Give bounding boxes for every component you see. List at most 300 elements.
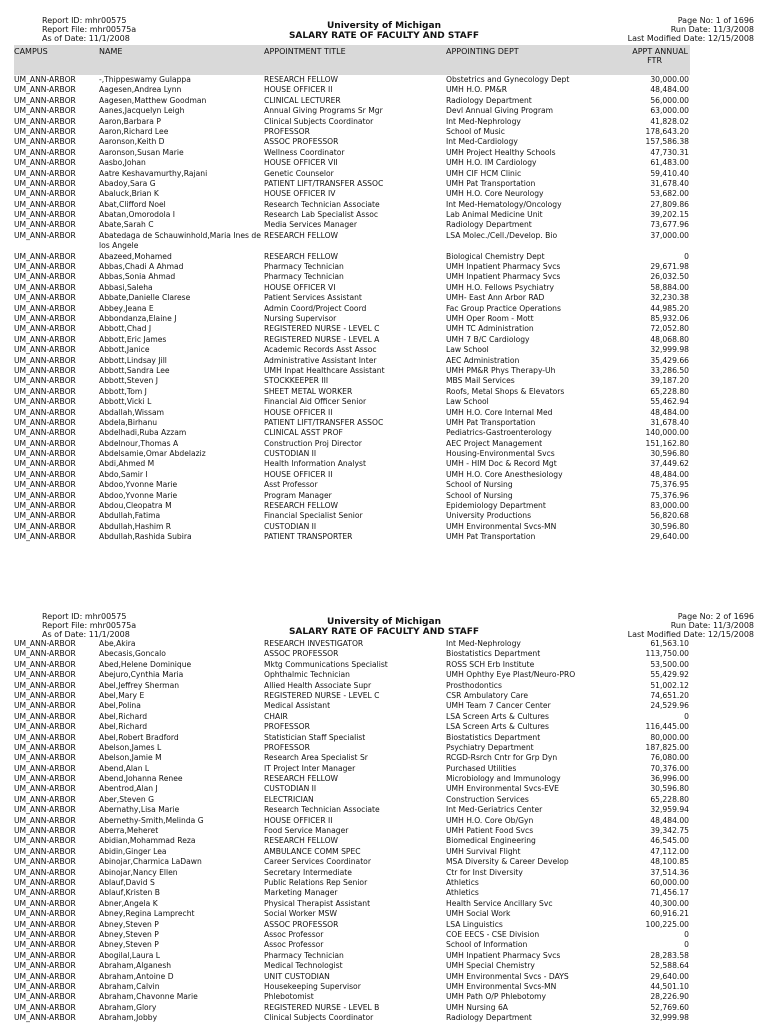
cell-campus: UM_ANN-ARBOR [14,732,76,742]
cell-salary: 0 [684,711,689,721]
cell-dept: Epidemiology Department [446,501,546,511]
table-row [0,847,768,857]
cell-dept: UMH H.O. IM Cardiology [446,158,537,168]
cell-title: PROFESSOR [264,742,310,752]
cell-name: Abdela,Birhanu [99,417,158,427]
cell-campus: UM_ANN-ARBOR [14,480,76,490]
cell-name: Abinojar,Charmica LaDawn [99,857,202,867]
cell-name: Abat,Clifford Noel [99,199,166,209]
cell-campus: UM_ANN-ARBOR [14,469,76,479]
report-id: Report ID: mhr00575 [42,16,127,25]
cell-name: Abbott,Janice [99,345,150,355]
cell-salary: 46,545.00 [650,836,689,846]
cell-title: HOUSE OFFICER VII [264,158,338,168]
cell-name: Abbott,Tom J [99,386,147,396]
col-header-salary-sub: FTR [647,56,662,65]
cell-name: Abinojar,Nancy Ellen [99,867,178,877]
as-of-date: As of Date: 11/1/2008 [42,630,130,639]
cell-campus: UM_ANN-ARBOR [14,417,76,427]
cell-name: Abadoy,Sara G [99,178,156,188]
cell-salary: 157,586.38 [645,137,689,147]
page-number: Page No: 2 of 1696 [677,612,754,621]
cell-campus: UM_ANN-ARBOR [14,282,76,292]
cell-title: Administrative Assistant Inter [264,355,377,365]
cell-name: Abbott,Eric James [99,334,167,344]
last-modified-date: Last Modified Date: 12/15/2008 [627,630,754,639]
table-row [0,408,768,418]
run-date: Run Date: 11/3/2008 [670,621,754,630]
cell-campus: UM_ANN-ARBOR [14,85,76,95]
table-row [0,272,768,282]
cell-name: Abate,Sarah C [99,220,154,230]
cell-dept: Int Med-Cardiology [446,137,518,147]
cell-title: CHAIR [264,711,288,721]
cell-name: Abelson,Jamie M [99,753,162,763]
report-id: Report ID: mhr00575 [42,612,127,621]
cell-title: Wellness Coordinator [264,147,345,157]
cell-salary: 27,809.86 [650,199,689,209]
cell-dept: LSA Molec./Cell./Develop. Bio [446,230,558,240]
cell-salary: 116,445.00 [645,722,689,732]
cell-campus: UM_ANN-ARBOR [14,511,76,521]
cell-campus: UM_ANN-ARBOR [14,126,76,136]
table-row [0,639,768,649]
cell-salary: 47,730.31 [650,147,689,157]
cell-title: REGISTERED NURSE - LEVEL C [264,324,380,334]
cell-title: Assoc Professor [264,929,324,939]
cell-salary: 0 [684,251,689,261]
table-row [0,805,768,815]
cell-name: Abel,Richard [99,711,148,721]
report-page [0,610,768,1023]
table-row [0,795,768,805]
table-row [0,169,768,179]
cell-salary: 32,999.98 [650,345,689,355]
cell-name: Abatan,Omorodola I [99,210,176,220]
cell-name: Abelson,James L [99,742,162,752]
cell-salary: 53,682.00 [650,189,689,199]
cell-salary: 39,202.15 [650,210,689,220]
cell-salary: 44,985.20 [650,303,689,313]
table-row [0,1003,768,1013]
table-row [0,314,768,324]
cell-title: Genetic Counselor [264,168,334,178]
cell-salary: 31,678.40 [650,178,689,188]
cell-name: Abdoo,Yvonne Marie [99,490,178,500]
cell-name: Aaronson,Keith D [99,137,165,147]
cell-campus: UM_ANN-ARBOR [14,919,76,929]
cell-name: Abbondanza,Elaine J [99,314,177,323]
cell-title: Food Service Manager [264,826,349,836]
table-row [0,501,768,511]
cell-dept: Biostatistics Department [446,649,541,659]
cell-campus: UM_ANN-ARBOR [14,711,76,721]
cell-salary: 48,484.00 [650,469,689,479]
cell-campus: UM_ANN-ARBOR [14,272,76,282]
cell-dept: UMH Inpatient Pharmacy Svcs [446,262,561,272]
cell-name: Abidin,Ginger Lea [99,846,167,856]
table-row [0,428,768,438]
cell-title: Research Lab Specialist Assoc [264,210,379,220]
cell-name: Abdelsamie,Omar Abdelaziz [99,449,206,459]
cell-dept: Radiology Department [446,220,532,230]
cell-title: Nursing Supervisor [264,314,337,323]
cell-salary: 56,000.00 [650,95,689,105]
cell-campus: UM_ANN-ARBOR [14,251,76,261]
cell-salary: 51,002.12 [650,680,689,690]
cell-title: Clinical Subjects Coordinator [264,1013,374,1023]
cell-salary: 24,529.96 [650,701,689,711]
cell-salary: 140,000.00 [645,428,689,438]
table-row [0,75,768,85]
cell-title: Research Technician Associate [264,199,380,209]
cell-salary: 74,651.20 [650,690,689,700]
cell-dept: Biomedical Engineering [446,836,536,846]
cell-salary: 48,484.00 [650,407,689,417]
cell-name: Abel,Richard [99,722,148,732]
report-page [0,14,768,542]
cell-title: Financial Specialist Senior [264,511,363,521]
cell-dept: UMH Environmental Svcs-EVE [446,784,559,794]
cell-dept: UMH Project Healthy Schools [446,147,556,157]
cell-name: Abbey,Jeana E [99,303,154,313]
table-row [0,283,768,293]
cell-campus: UM_ANN-ARBOR [14,690,76,700]
cell-title: HOUSE OFFICER II [264,815,333,825]
cell-dept: UMH Nursing 6A [446,1002,508,1012]
cell-name: Abernathy,Lisa Marie [99,805,180,815]
cell-name: Abraham,Calvin [99,981,160,991]
cell-campus: UM_ANN-ARBOR [14,670,76,680]
cell-name: Aasbo,Johan [99,158,146,168]
cell-name: Abbott,Sandra Lee [99,365,170,375]
table-row [0,784,768,794]
cell-salary: 48,484.00 [650,815,689,825]
cell-dept: Law School [446,345,489,355]
cell-dept: UMH TC Administration [446,324,534,334]
cell-campus: UM_ANN-ARBOR [14,334,76,344]
cell-dept: UMH Ophthy Eye Plast/Neuro-PRO [446,670,576,680]
cell-campus: UM_ANN-ARBOR [14,449,76,459]
cell-title: Research Technician Associate [264,805,380,815]
cell-name: Abdelhadi,Ruba Azzam [99,428,187,438]
table-row [0,857,768,867]
cell-campus: UM_ANN-ARBOR [14,815,76,825]
cell-salary: 70,376.00 [650,763,689,773]
cell-salary: 59,410.40 [650,168,689,178]
cell-title: RESEARCH FELLOW [264,501,339,511]
cell-salary: 75,376.95 [650,480,689,490]
cell-campus: UM_ANN-ARBOR [14,365,76,375]
table-row [0,158,768,168]
cell-title: SHEET METAL WORKER [264,386,353,396]
table-row [0,868,768,878]
cell-salary: 60,000.00 [650,877,689,887]
cell-campus: UM_ANN-ARBOR [14,521,76,531]
cell-salary: 83,000.00 [650,501,689,511]
cell-dept: UMH Pat Transportation [446,417,536,427]
cell-title: Public Relations Rep Senior [264,877,368,887]
cell-campus: UM_ANN-ARBOR [14,75,76,84]
cell-campus: UM_ANN-ARBOR [14,971,76,981]
cell-name: Abney,Steven P [99,929,159,939]
cell-title: Medical Technologist [264,961,343,971]
cell-salary: 113,750.00 [645,649,689,659]
cell-salary: 30,596.80 [650,784,689,794]
cell-salary: 30,596.80 [650,449,689,459]
cell-campus: UM_ANN-ARBOR [14,106,76,116]
table-row [0,376,768,386]
cell-dept: Int Med-Nephrology [446,639,521,648]
cell-campus: UM_ANN-ARBOR [14,826,76,836]
cell-dept: UMH Social Work [446,909,511,919]
cell-dept: Lab Animal Medicine Unit [446,210,543,220]
cell-name: Ablauf,Kristen B [99,888,160,898]
cell-title: Ophthalmic Technician [264,670,350,680]
cell-dept: Biostatistics Department [446,732,541,742]
cell-name: Abel,Mary E [99,690,145,700]
cell-name: Abernethy-Smith,Melinda G [99,815,204,825]
cell-title: Asst Professor [264,480,318,490]
cell-title: ELECTRICIAN [264,794,314,804]
cell-salary: 36,996.00 [650,774,689,784]
cell-dept: UMH Pat Transportation [446,532,536,542]
cell-title: Clinical Subjects Coordinator [264,116,374,126]
table-row [0,951,768,961]
cell-name: Abbasi,Saleha [99,282,153,292]
cell-salary: 55,462.94 [650,397,689,407]
table-row [0,220,768,230]
cell-name: Abdullah,Hashim R [99,521,172,531]
cell-salary: 32,999.98 [650,1013,689,1023]
cell-campus: UM_ANN-ARBOR [14,857,76,867]
cell-campus: UM_ANN-ARBOR [14,992,76,1002]
cell-campus: UM_ANN-ARBOR [14,490,76,500]
cell-name: Abney,Steven P [99,919,159,929]
table-row [0,397,768,407]
cell-dept: Roofs, Metal Shops & Elevators [446,386,565,396]
cell-campus: UM_ANN-ARBOR [14,355,76,365]
cell-title: Program Manager [264,490,332,500]
cell-campus: UM_ANN-ARBOR [14,784,76,794]
cell-campus: UM_ANN-ARBOR [14,877,76,887]
table-row [0,480,768,490]
cell-salary: 44,501.10 [650,981,689,991]
cell-name: Abraham,Antoine D [99,971,174,981]
cell-campus: UM_ANN-ARBOR [14,168,76,178]
cell-salary: 80,000.00 [650,732,689,742]
table-row [0,231,768,252]
cell-name: Abdullah,Fatima [99,511,161,521]
cell-salary: 72,052.80 [650,324,689,334]
cell-title: PATIENT LIFT/TRANSFER ASSOC [264,417,384,427]
cell-salary: 85,932.06 [650,314,689,323]
cell-title: CUSTODIAN II [264,449,317,459]
cell-campus: UM_ANN-ARBOR [14,1013,76,1023]
cell-salary: 48,484.00 [650,85,689,95]
table-row [0,491,768,501]
cell-name: Aanes,Jacquelyn Leigh [99,106,185,116]
table-row [0,649,768,659]
cell-dept: UMH 7 B/C Cardiology [446,334,530,344]
cell-salary: 29,671.98 [650,262,689,272]
cell-salary: 39,342.75 [650,826,689,836]
cell-title: UNIT CUSTODIAN [264,971,330,981]
cell-title: Construction Proj Director [264,438,362,448]
cell-campus: UM_ANN-ARBOR [14,532,76,542]
cell-campus: UM_ANN-ARBOR [14,210,76,220]
cell-campus: UM_ANN-ARBOR [14,386,76,396]
cell-salary: 48,068.80 [650,334,689,344]
cell-title: RESEARCH INVESTIGATOR [264,639,364,648]
table-row [0,961,768,971]
cell-salary: 0 [684,940,689,950]
table-row [0,439,768,449]
cell-title: HOUSE OFFICER VI [264,282,336,292]
cell-campus: UM_ANN-ARBOR [14,459,76,469]
col-header-name: NAME [99,47,123,56]
table-row [0,972,768,982]
table-row [0,982,768,992]
cell-dept: Devl Annual Giving Program [446,106,554,116]
cell-campus: UM_ANN-ARBOR [14,199,76,209]
cell-name: Abbas,Chadi A Ahmad [99,262,184,272]
table-row [0,909,768,919]
cell-name: Abejuro,Cynthia Maria [99,670,184,680]
table-row [0,179,768,189]
cell-campus: UM_ANN-ARBOR [14,407,76,417]
table-row [0,252,768,262]
cell-title: Financial Aid Officer Senior [264,397,367,407]
cell-dept: UMH H.O. Core Ob/Gyn [446,815,534,825]
cell-campus: UM_ANN-ARBOR [14,867,76,877]
table-row [0,888,768,898]
table-row [0,826,768,836]
cell-campus: UM_ANN-ARBOR [14,376,76,386]
cell-name: Abraham,Glory [99,1002,157,1012]
cell-salary: 0 [684,929,689,939]
table-row [0,356,768,366]
cell-campus: UM_ANN-ARBOR [14,438,76,448]
table-row [0,117,768,127]
table-row [0,701,768,711]
cell-dept: Pediatrics-Gastroenterology [446,428,552,438]
cell-dept: Purchased Utilities [446,763,517,773]
cell-salary: 37,449.62 [650,459,689,469]
cell-dept: School of Music [446,126,505,136]
cell-salary: 29,640.00 [650,971,689,981]
table-row [0,449,768,459]
table-row [0,304,768,314]
cell-title: RESEARCH FELLOW [264,774,339,784]
cell-salary: 61,483.00 [650,158,689,168]
cell-title: Medical Assistant [264,701,331,711]
table-row [0,127,768,137]
cell-salary: 47,112.00 [650,846,689,856]
cell-salary: 31,678.40 [650,417,689,427]
cell-campus: UM_ANN-ARBOR [14,794,76,804]
cell-campus: UM_ANN-ARBOR [14,846,76,856]
cell-name: Aaron,Barbara P [99,116,161,126]
cell-salary: 40,300.00 [650,898,689,908]
cell-title: Mktg Communications Specialist [264,659,388,669]
cell-title: Admin Coord/Project Coord [264,303,367,313]
cell-title: CLINICAL LECTURER [264,95,341,105]
cell-campus: UM_ANN-ARBOR [14,950,76,960]
cell-salary: 61,563.10 [650,639,689,648]
cell-title: PROFESSOR [264,722,310,732]
cell-title: CUSTODIAN II [264,521,317,531]
cell-title: PROFESSOR [264,126,310,136]
cell-dept: UMH Special Chemistry [446,961,535,971]
university-title: University of Michigan [327,617,441,627]
cell-name: Abend,Johanna Renee [99,774,183,784]
cell-campus: UM_ANN-ARBOR [14,189,76,199]
cell-campus: UM_ANN-ARBOR [14,763,76,773]
cell-name: Abdou,Cleopatra M [99,501,172,511]
cell-dept: MBS Mail Services [446,376,515,386]
table-row [0,1013,768,1023]
table-row [0,262,768,272]
table-row [0,743,768,753]
cell-name: Abraham,Alganesh [99,961,172,971]
cell-dept: UMH Patient Food Svcs [446,826,534,836]
cell-salary: 30,596.80 [650,521,689,531]
table-row [0,387,768,397]
cell-name: Aberra,Meheret [99,826,159,836]
cell-name: Aagesen,Matthew Goodman [99,95,207,105]
cell-title: HOUSE OFFICER IV [264,189,336,199]
cell-dept: Obstetrics and Gynecology Dept [446,75,570,84]
cell-name: Abend,Alan L [99,763,150,773]
cell-dept: AEC Project Management [446,438,543,448]
table-row [0,930,768,940]
cell-dept: Law School [446,397,489,407]
cell-salary: 55,429.92 [650,670,689,680]
cell-campus: UM_ANN-ARBOR [14,293,76,303]
cell-name: Abe,Akira [99,639,136,648]
cell-campus: UM_ANN-ARBOR [14,805,76,815]
table-row [0,210,768,220]
table-row [0,200,768,210]
cell-dept: Psychiatry Department [446,742,534,752]
cell-salary: 65,228.80 [650,794,689,804]
cell-campus: UM_ANN-ARBOR [14,95,76,105]
cell-campus: UM_ANN-ARBOR [14,1002,76,1012]
table-row [0,899,768,909]
cell-name: Abdullah,Rashida Subira [99,532,192,542]
cell-dept: UMH Environmental Svcs - DAYS [446,971,569,981]
salary-table [0,639,768,1023]
cell-dept: Microbiology and Immunology [446,774,561,784]
table-row [0,418,768,428]
table-row [0,878,768,888]
cell-name: Abdi,Ahmed M [99,459,155,469]
cell-dept: UMH CIF HCM Clinic [446,168,522,178]
cell-title: RESEARCH FELLOW [264,836,339,846]
cell-dept: AEC Administration [446,355,520,365]
cell-name: -,Thippeswamy Gulappa [99,75,191,84]
cell-campus: UM_ANN-ARBOR [14,929,76,939]
cell-dept: School of Nursing [446,480,513,490]
cell-name: Abogilal,Laura L [99,950,160,960]
cell-title: HOUSE OFFICER II [264,407,333,417]
cell-dept: ROSS SCH Erb Institute [446,659,535,669]
cell-salary: 56,820.68 [650,511,689,521]
cell-campus: UM_ANN-ARBOR [14,397,76,407]
cell-title: Research Area Specialist Sr [264,753,368,763]
cell-dept: Int Med-Nephrology [446,116,521,126]
